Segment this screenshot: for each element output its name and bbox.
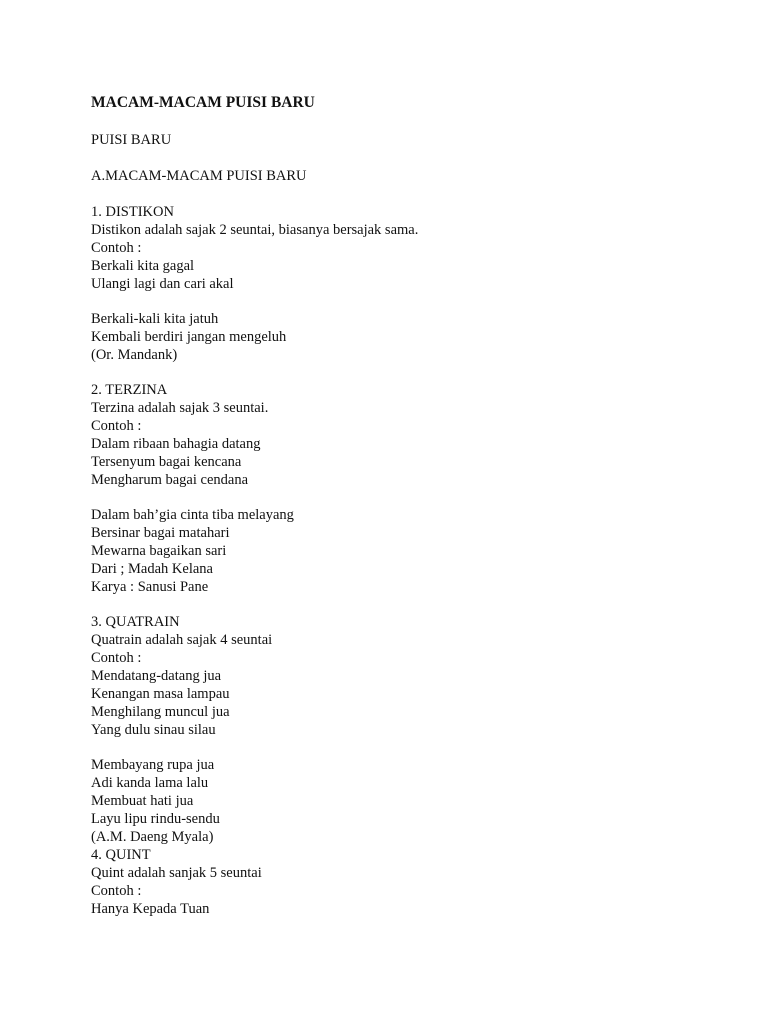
poem-line: Dalam ribaan bahagia datang <box>91 436 261 452</box>
poem-author: (A.M. Daeng Myala) <box>91 829 214 845</box>
poem-line: Kenangan masa lampau <box>91 686 230 702</box>
text-line: Terzina adalah sajak 3 seuntai. <box>91 400 269 416</box>
poem-line: Menghilang muncul jua <box>91 704 230 720</box>
poem-line: Membayang rupa jua <box>91 757 215 773</box>
heading-distikon: 1. DISTIKON <box>91 204 174 220</box>
poem-line: Dalam bah’gia cinta tiba melayang <box>91 507 294 523</box>
poem-line: Mengharum bagai cendana <box>91 472 249 488</box>
poem-line: Berkali-kali kita jatuh <box>91 311 219 327</box>
heading-quint: 4. QUINT <box>91 847 151 863</box>
poem-source: Dari ; Madah Kelana <box>91 561 213 577</box>
poem-line: Ulangi lagi dan cari akal <box>91 276 234 292</box>
poem-author: Karya : Sanusi Pane <box>91 579 209 595</box>
text-line: Contoh : <box>91 883 142 899</box>
heading-terzina: 2. TERZINA <box>91 382 168 398</box>
poem-title: Hanya Kepada Tuan <box>91 901 210 917</box>
poem-line: Berkali kita gagal <box>91 258 195 274</box>
text-line: Contoh : <box>91 240 142 256</box>
poem-line: Kembali berdiri jangan mengeluh <box>91 329 287 345</box>
poem-author: (Or. Mandank) <box>91 347 178 363</box>
text-line: Contoh : <box>91 418 142 434</box>
heading-quatrain: 3. QUATRAIN <box>91 614 180 630</box>
poem-line: Mewarna bagaikan sari <box>91 543 227 559</box>
poem-line: Mendatang-datang jua <box>91 668 222 684</box>
poem-line: Membuat hati jua <box>91 793 194 809</box>
text-line: Distikon adalah sajak 2 seuntai, biasanya bersajak sama. <box>91 222 419 238</box>
text-line: Quint adalah sanjak 5 seuntai <box>91 865 262 881</box>
text-line: Contoh : <box>91 650 142 666</box>
poem-line: Adi kanda lama lalu <box>91 775 209 791</box>
text-line: Quatrain adalah sajak 4 seuntai <box>91 632 273 648</box>
subtitle-puisi-baru: PUISI BARU <box>91 132 172 148</box>
section-heading: A.MACAM-MACAM PUISI BARU <box>91 168 307 184</box>
document-title: MACAM-MACAM PUISI BARU <box>91 94 315 111</box>
poem-line: Tersenyum bagai kencana <box>91 454 242 470</box>
poem-line: Layu lipu rindu-sendu <box>91 811 220 827</box>
poem-line: Yang dulu sinau silau <box>91 722 216 738</box>
poem-line: Bersinar bagai matahari <box>91 525 230 541</box>
